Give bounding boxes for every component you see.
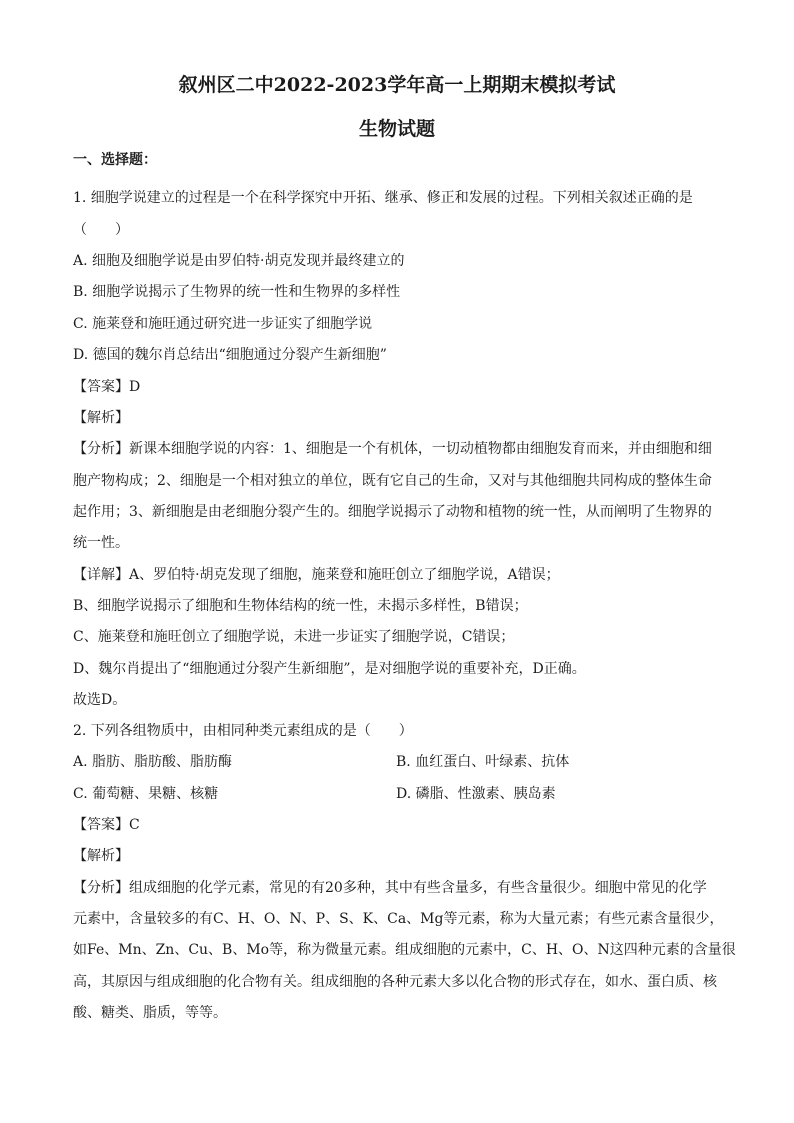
q1-analysis-label: 【解析】 — [73, 410, 129, 426]
q1-conclusion: 故选D。 — [73, 692, 127, 708]
q1-analysis-line: 统一性。 — [73, 535, 129, 551]
q1-analysis-line: 胞产物构成；2、细胞是一个相对独立的单位，既有它自己的生命，又对与其他细胞共同构成的整体生命 — [73, 473, 712, 489]
q2-option-d: D. 磷脂、性激素、胰岛素 — [396, 786, 556, 802]
q1-analysis-line: 起作用；3、新细胞是由老细胞分裂产生的。细胞学说揭示了动物和植物的统一性，从而阐明了生物界的 — [73, 504, 712, 520]
q1-stem: 1. 细胞学说建立的过程是一个在科学探究中开拓、继承、修正和发展的过程。下列相关叙述正确的是 — [73, 190, 693, 206]
q2-stem: 2. 下列各组物质中，由相同种类元素组成的是（ ） — [73, 723, 413, 739]
q2-analysis-line: 【分析】组成细胞的化学元素，常见的有20多种，其中有些含量多，有些含量很少。细胞中常见的化学 — [73, 880, 707, 896]
q2-analysis-label: 【解析】 — [73, 848, 129, 864]
q1-detail-line: D、魏尔肖提出了“细胞通过分裂产生新细胞”，是对细胞学说的重要补充，D正确。 — [73, 661, 586, 677]
q1-analysis-line: 【分析】新课本细胞学说的内容：1、细胞是一个有机体，一切动植物都由细胞发育而来，并由细胞和细 — [73, 441, 712, 457]
q2-analysis-line: 元素中，含量较多的有C、H、O、N、P、S、K、Ca、Mg等元素，称为大量元素；有些元素含量很少， — [73, 911, 724, 927]
q2-answer: 【答案】C — [73, 817, 140, 833]
exam-subtitle: 生物试题 — [358, 118, 435, 140]
q1-option-c: C. 施莱登和施旺通过研究进一步证实了细胞学说 — [73, 316, 373, 332]
q1-option-a: A. 细胞及细胞学说是由罗伯特·胡克发现并最终建立的 — [73, 253, 405, 269]
q2-analysis-line: 高，其原因与组成细胞的化合物有关。组成细胞的各种元素大多以化合物的形式存在，如水、蛋白质、核 — [73, 974, 717, 990]
q1-option-b: B. 细胞学说揭示了生物界的统一性和生物界的多样性 — [73, 284, 401, 300]
q2-analysis-line: 酸、糖类、脂质，等等。 — [73, 1005, 227, 1021]
section-heading: 一、选择题： — [73, 152, 157, 168]
q1-option-d: D. 德国的魏尔肖总结出“细胞通过分裂产生新细胞” — [73, 347, 387, 363]
q1-answer: 【答案】D — [73, 379, 141, 395]
q2-option-a: A. 脂肪、脂肪酸、脂肪酶 — [73, 754, 233, 770]
q1-detail-line: B、细胞学说揭示了细胞和生物体结构的统一性，未揭示多样性，B错误； — [73, 598, 528, 614]
q1-stem-blank: （ ） — [73, 222, 129, 238]
q1-detail-line: 【详解】A、罗伯特·胡克发现了细胞，施莱登和施旺创立了细胞学说，A错误； — [73, 567, 560, 583]
q2-analysis-line: 如Fe、Mn、Zn、Cu、B、Mo等，称为微量元素。组成细胞的元素中，C、H、O、N这四种元素的含量很 — [73, 942, 736, 958]
q2-option-c: C. 葡萄糖、果糖、核糖 — [73, 786, 219, 802]
q1-detail-line: C、施莱登和施旺创立了细胞学说，未进一步证实了细胞学说，C错误； — [73, 629, 515, 645]
q2-option-b: B. 血红蛋白、叶绿素、抗体 — [396, 754, 570, 770]
exam-title: 叙州区二中2022-2023学年高一上期期末模拟考试 — [178, 74, 616, 96]
